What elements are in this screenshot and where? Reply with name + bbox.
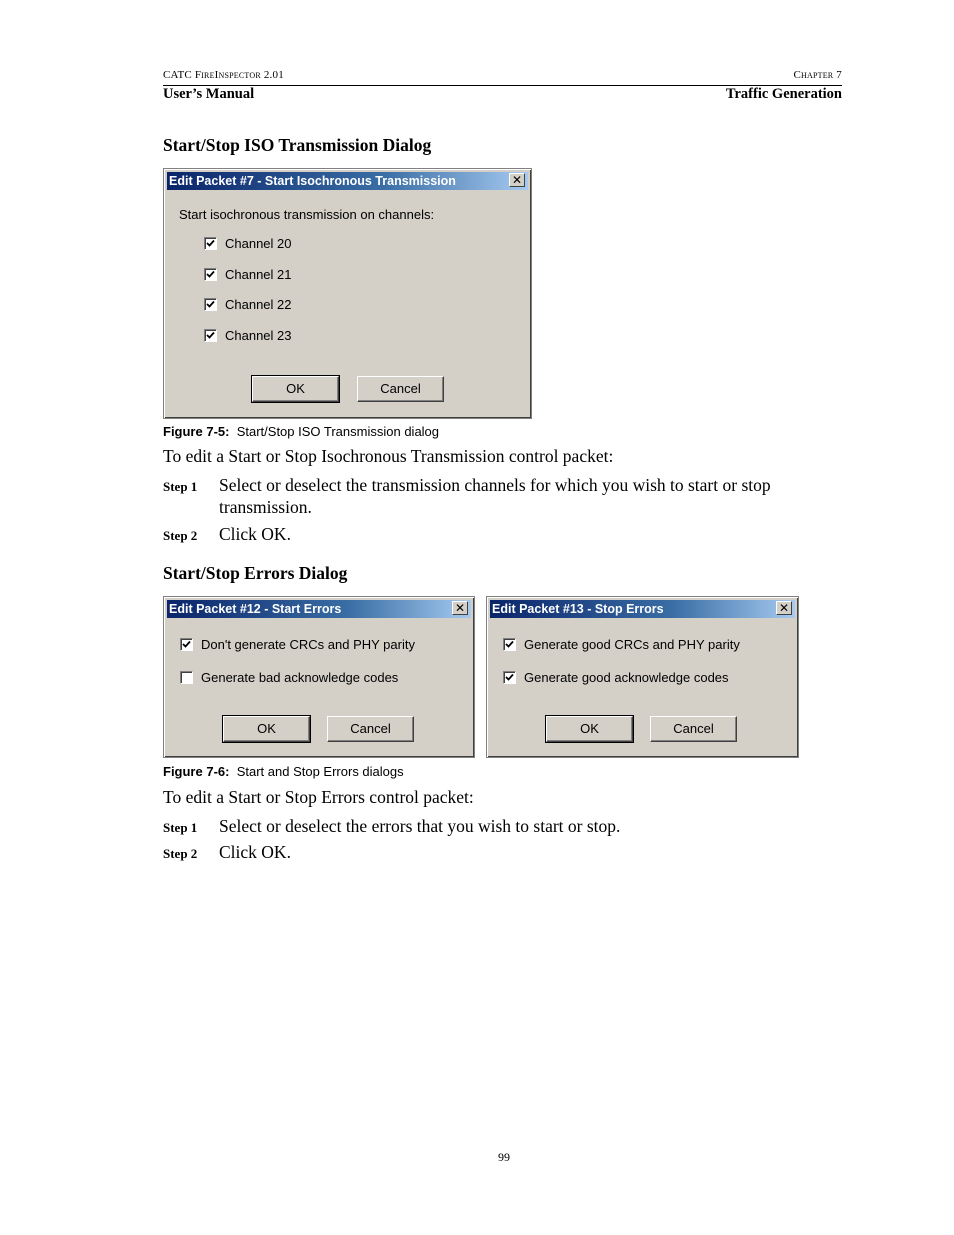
step-text: Select or deselect the transmission channels for which you wish to start or stop transmission. <box>219 475 771 517</box>
close-icon[interactable]: ✕ <box>776 601 792 615</box>
checkbox-checked-icon[interactable] <box>204 268 217 281</box>
figure-caption-7-5 <box>163 424 439 439</box>
ok-button[interactable]: OK <box>223 716 310 742</box>
step-text: Select or deselect the errors that you wish to start or stop. <box>219 816 621 836</box>
figure-number: Figure 7-5: <box>163 424 230 439</box>
close-icon[interactable]: ✕ <box>509 173 525 187</box>
close-icon[interactable]: ✕ <box>452 601 468 615</box>
header-chapter: Chapter 7 <box>793 69 842 81</box>
step-label: Step 1 <box>163 479 198 494</box>
figure-number: Figure 7-6: <box>163 764 230 779</box>
iso-dialog-prompt: Start isochronous transmission on channels: <box>179 207 435 222</box>
option-label: Generate bad acknowledge codes <box>201 670 399 685</box>
channel-22-checkbox[interactable] <box>204 297 292 312</box>
header-product: CATC FireInspector 2.01 <box>163 69 284 81</box>
figure-caption-text: Start and Stop Errors dialogs <box>236 764 404 779</box>
checkbox-checked-icon[interactable] <box>180 638 193 651</box>
bad-ack-checkbox[interactable] <box>180 670 398 685</box>
channel-label: Channel 23 <box>225 328 292 343</box>
step-label: Step 2 <box>163 846 198 861</box>
iso-intro: To edit a Start or Stop Isochronous Transmission control packet: <box>163 446 614 466</box>
figure-caption-text: Start/Stop ISO Transmission dialog <box>236 424 440 439</box>
channel-20-checkbox[interactable] <box>204 236 292 251</box>
iso-dialog-titlebar <box>167 172 528 190</box>
cancel-button[interactable]: Cancel <box>650 716 737 742</box>
channel-label: Channel 21 <box>225 267 292 282</box>
no-crc-checkbox[interactable] <box>180 637 415 652</box>
ok-button[interactable]: OK <box>546 716 633 742</box>
stop-errors-title: Edit Packet #13 - Stop Errors <box>492 602 664 616</box>
channel-label: Channel 22 <box>225 297 292 312</box>
good-ack-checkbox[interactable] <box>503 670 729 685</box>
checkbox-unchecked-icon[interactable] <box>180 671 193 684</box>
start-errors-titlebar <box>167 600 471 618</box>
section-title-errors: Start/Stop Errors Dialog <box>163 563 348 583</box>
cancel-button[interactable]: Cancel <box>357 376 444 402</box>
channel-label: Channel 20 <box>225 236 292 251</box>
checkbox-checked-icon[interactable] <box>204 329 217 342</box>
figure-caption-7-6 <box>163 764 404 779</box>
stop-errors-dialog <box>486 596 799 758</box>
channel-23-checkbox[interactable] <box>204 328 292 343</box>
option-label: Generate good CRCs and PHY parity <box>524 637 740 652</box>
ok-button[interactable]: OK <box>252 376 339 402</box>
header-chapter-title: Traffic Generation <box>725 86 842 102</box>
iso-dialog-title: Edit Packet #7 - Start Isochronous Transmission <box>169 174 456 188</box>
errors-intro: To edit a Start or Stop Errors control packet: <box>163 787 474 807</box>
step-text: Click OK. <box>219 842 291 862</box>
cancel-button[interactable]: Cancel <box>327 716 414 742</box>
checkbox-checked-icon[interactable] <box>503 671 516 684</box>
step-label: Step 2 <box>163 528 198 543</box>
header-manual: User’s Manual <box>163 86 255 102</box>
page-number: 99 <box>498 1150 510 1164</box>
checkbox-checked-icon[interactable] <box>204 237 217 250</box>
stop-errors-titlebar <box>490 600 795 618</box>
channel-21-checkbox[interactable] <box>204 267 292 282</box>
section-title-iso: Start/Stop ISO Transmission Dialog <box>163 135 432 155</box>
start-errors-dialog <box>163 596 475 758</box>
step-label: Step 1 <box>163 820 198 835</box>
checkbox-checked-icon[interactable] <box>503 638 516 651</box>
option-label: Don't generate CRCs and PHY parity <box>201 637 415 652</box>
good-crc-checkbox[interactable] <box>503 637 740 652</box>
iso-dialog <box>163 168 532 419</box>
start-errors-title: Edit Packet #12 - Start Errors <box>169 602 342 616</box>
step-text: Click OK. <box>219 524 291 544</box>
option-label: Generate good acknowledge codes <box>524 670 729 685</box>
checkbox-checked-icon[interactable] <box>204 298 217 311</box>
